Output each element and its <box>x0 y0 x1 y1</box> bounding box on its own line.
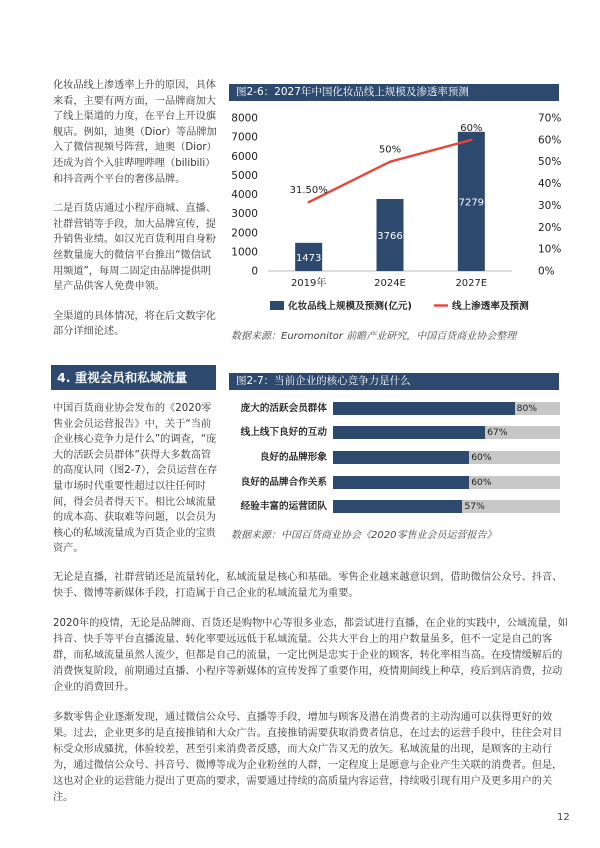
chart1-title: 图2-6：2027年中国化妆品线上规模及渗透率预测 <box>229 84 559 101</box>
hbar-category-label: 良好的品牌形象 <box>259 452 327 463</box>
bar-value-label: 1473 <box>295 252 322 264</box>
right-axis-tick-label: 70% <box>538 112 562 125</box>
body-paragraph-3: 多数零售企业逐渐发现，通过微信公众号、直播等手段，增加与顾客及潜在消费者的主动沟通可以获得更好的效果。过去，企业更多的是直接推销和大众广告。直接推销需要获取消费者信息，在过去的运营手段中，往往会对目标受众形成骚扰，体验较差，甚至引来消费者反感，而大众广告又无的放矢。私域流量的出现，是顾客的主动行为，通过微信公众号、抖音号、微博等成为企业粉丝的人群，一定程度上是愿意与企业产生关联的消费者。但是，这也对企业的运营能力提出了更高的要求，需要通过持续的高质量内容运营，持续吸引现有用户及更多用户的关注。 <box>53 712 563 803</box>
body-paragraph-2: 2020年的疫情，无论是品牌商、百货还是购物中心等很多业态，都尝试进行直播，在企业的实践中，公域流量，如抖音、快手等平台直播流量、转化率要远远低于私域流量。公共大平台上的用户数量虽多，但不一定是自己的客群，而私域流量虽然人流少，但都是自己的流量，一定比例是忠实于企业的顾客，转化率相当高。在疫情缓解后的消费恢复阶段，前期通过直播、小程序等新媒体的宣传发挥了重要作用，疫情期间线上种草，疫后到店消费，拉动企业的消费回升。 <box>53 618 568 693</box>
right-axis-tick-label: 10% <box>538 243 562 256</box>
left-axis-tick-label: 6000 <box>231 150 258 163</box>
right-axis-tick-label: 40% <box>538 178 562 191</box>
hbar-value-label: 57% <box>464 501 485 512</box>
paragraph-department-store: 二是百货店通过小程序商城、直播、社群营销等手段，加大品牌宣传，提升销售业绩。如汉光百货利用自身粉丝数量庞大的微信平台推出“微信试用频道”，每周二固定由品牌提供明星产品供客人免费申领。 <box>53 203 216 293</box>
hbar-fill <box>333 500 462 513</box>
left-axis-tick-label: 3000 <box>231 208 258 221</box>
chart2-source-caption: 数据来源：中国百货商业协会《2020零售业会员运营报告》 <box>231 530 497 541</box>
left-axis-tick-label: 1000 <box>231 246 258 259</box>
x-axis-category-label: 2024E <box>374 278 406 289</box>
paragraph-omnichannel: 全渠道的具体情况，将在后文数字化部分详细论述。 <box>53 310 216 338</box>
penetration-value-label: 60% <box>460 122 483 134</box>
chart2-plot <box>229 399 569 524</box>
hbar-fill <box>333 402 515 415</box>
chart2-title: 图2-7：当前企业的核心竞争力是什么 <box>229 373 559 390</box>
hbar-fill <box>333 451 469 464</box>
hbar-fill <box>333 476 469 489</box>
x-axis-category-label: 2027E <box>455 278 488 289</box>
right-axis-tick-label: 50% <box>538 156 562 169</box>
penetration-value-label: 31.50% <box>289 185 328 197</box>
bar-value-label: 3766 <box>377 230 403 242</box>
page-number: 12 <box>557 812 570 823</box>
chart1-plot <box>222 104 570 324</box>
penetration-point <box>389 161 391 163</box>
bar-value-label: 7279 <box>458 197 485 209</box>
penetration-point <box>470 139 472 141</box>
left-axis-tick-label: 8000 <box>231 112 258 125</box>
left-axis-tick-label: 2000 <box>231 227 258 240</box>
hbar-category-label: 庞大的活跃会员群体 <box>240 403 327 414</box>
paragraph-online-penetration: 化妆品线上渗透率上升的原因，具体来看，主要有两方面，一品牌商加大了线上渠道的力度，在平台上开设旗舰店。例如，迪奥（Dior）等品牌加入了微信视频号阵营，迪奥（Dior）还成为首个入驻哔哩哔哩（bilibili）和抖音两个平台的奢侈品牌。 <box>53 80 217 185</box>
legend-bar-label: 化妆品线上规模及预测(亿元) <box>288 301 412 312</box>
right-axis-tick-label: 20% <box>538 221 562 234</box>
hbar-category-label: 良好的品牌合作关系 <box>240 477 327 488</box>
legend-line-label: 线上渗透率及预测 <box>452 301 529 312</box>
left-axis-tick-label: 5000 <box>231 169 258 182</box>
right-axis-tick-label: 0% <box>538 265 555 278</box>
x-axis-category-label: 2019年 <box>290 278 327 289</box>
section-heading: 4. 重视会员和私域流量 <box>51 365 216 390</box>
left-axis-tick-label: 7000 <box>231 131 258 144</box>
right-axis-tick-label: 60% <box>538 134 562 147</box>
body-paragraph-1: 无论是直播，社群营销还是流量转化，私域流量是核心和基础。零售企业越来越意识到，借助微信公众号、抖音、快手、微博等新媒体手段，打造属于自己企业的私域流量尤为重要。 <box>53 572 563 599</box>
right-axis-tick-label: 30% <box>538 199 562 212</box>
chart1-source-caption: 数据来源：Euromonitor 前瞻产业研究，中国百货商业协会整理 <box>231 331 517 342</box>
hbar-category-label: 经验丰富的运营团队 <box>240 501 327 512</box>
body-text <box>53 570 571 820</box>
penetration-value-label: 50% <box>378 144 402 156</box>
penetration-point <box>307 201 309 203</box>
hbar-category-label: 线上线下良好的互动 <box>240 427 327 438</box>
legend-bar-swatch <box>270 301 284 310</box>
hbar-fill <box>333 426 485 439</box>
hbar-value-label: 67% <box>487 427 508 438</box>
left-axis-tick-label: 4000 <box>231 189 258 201</box>
left-column-text <box>53 78 218 354</box>
hbar-value-label: 80% <box>516 403 538 414</box>
left-axis-tick-label: 0 <box>251 265 258 278</box>
hbar-value-label: 60% <box>471 452 492 463</box>
section-paragraph: 中国百货商业协会发布的《2020零售业会员运营报告》中，关于“当前企业核心竞争力是什么”的调查，“庞大的活跃会员群体”获得大多数高管的高度认同（图2-7），会员运营在存量市场时代重要性超过以往任何时间，得会员者得天下。相比公域流量的成本高、获取难等问题，以会员为核心的私域流量成为百货企业的宝贵资产。 <box>53 403 218 555</box>
hbar-value-label: 60% <box>471 477 492 488</box>
